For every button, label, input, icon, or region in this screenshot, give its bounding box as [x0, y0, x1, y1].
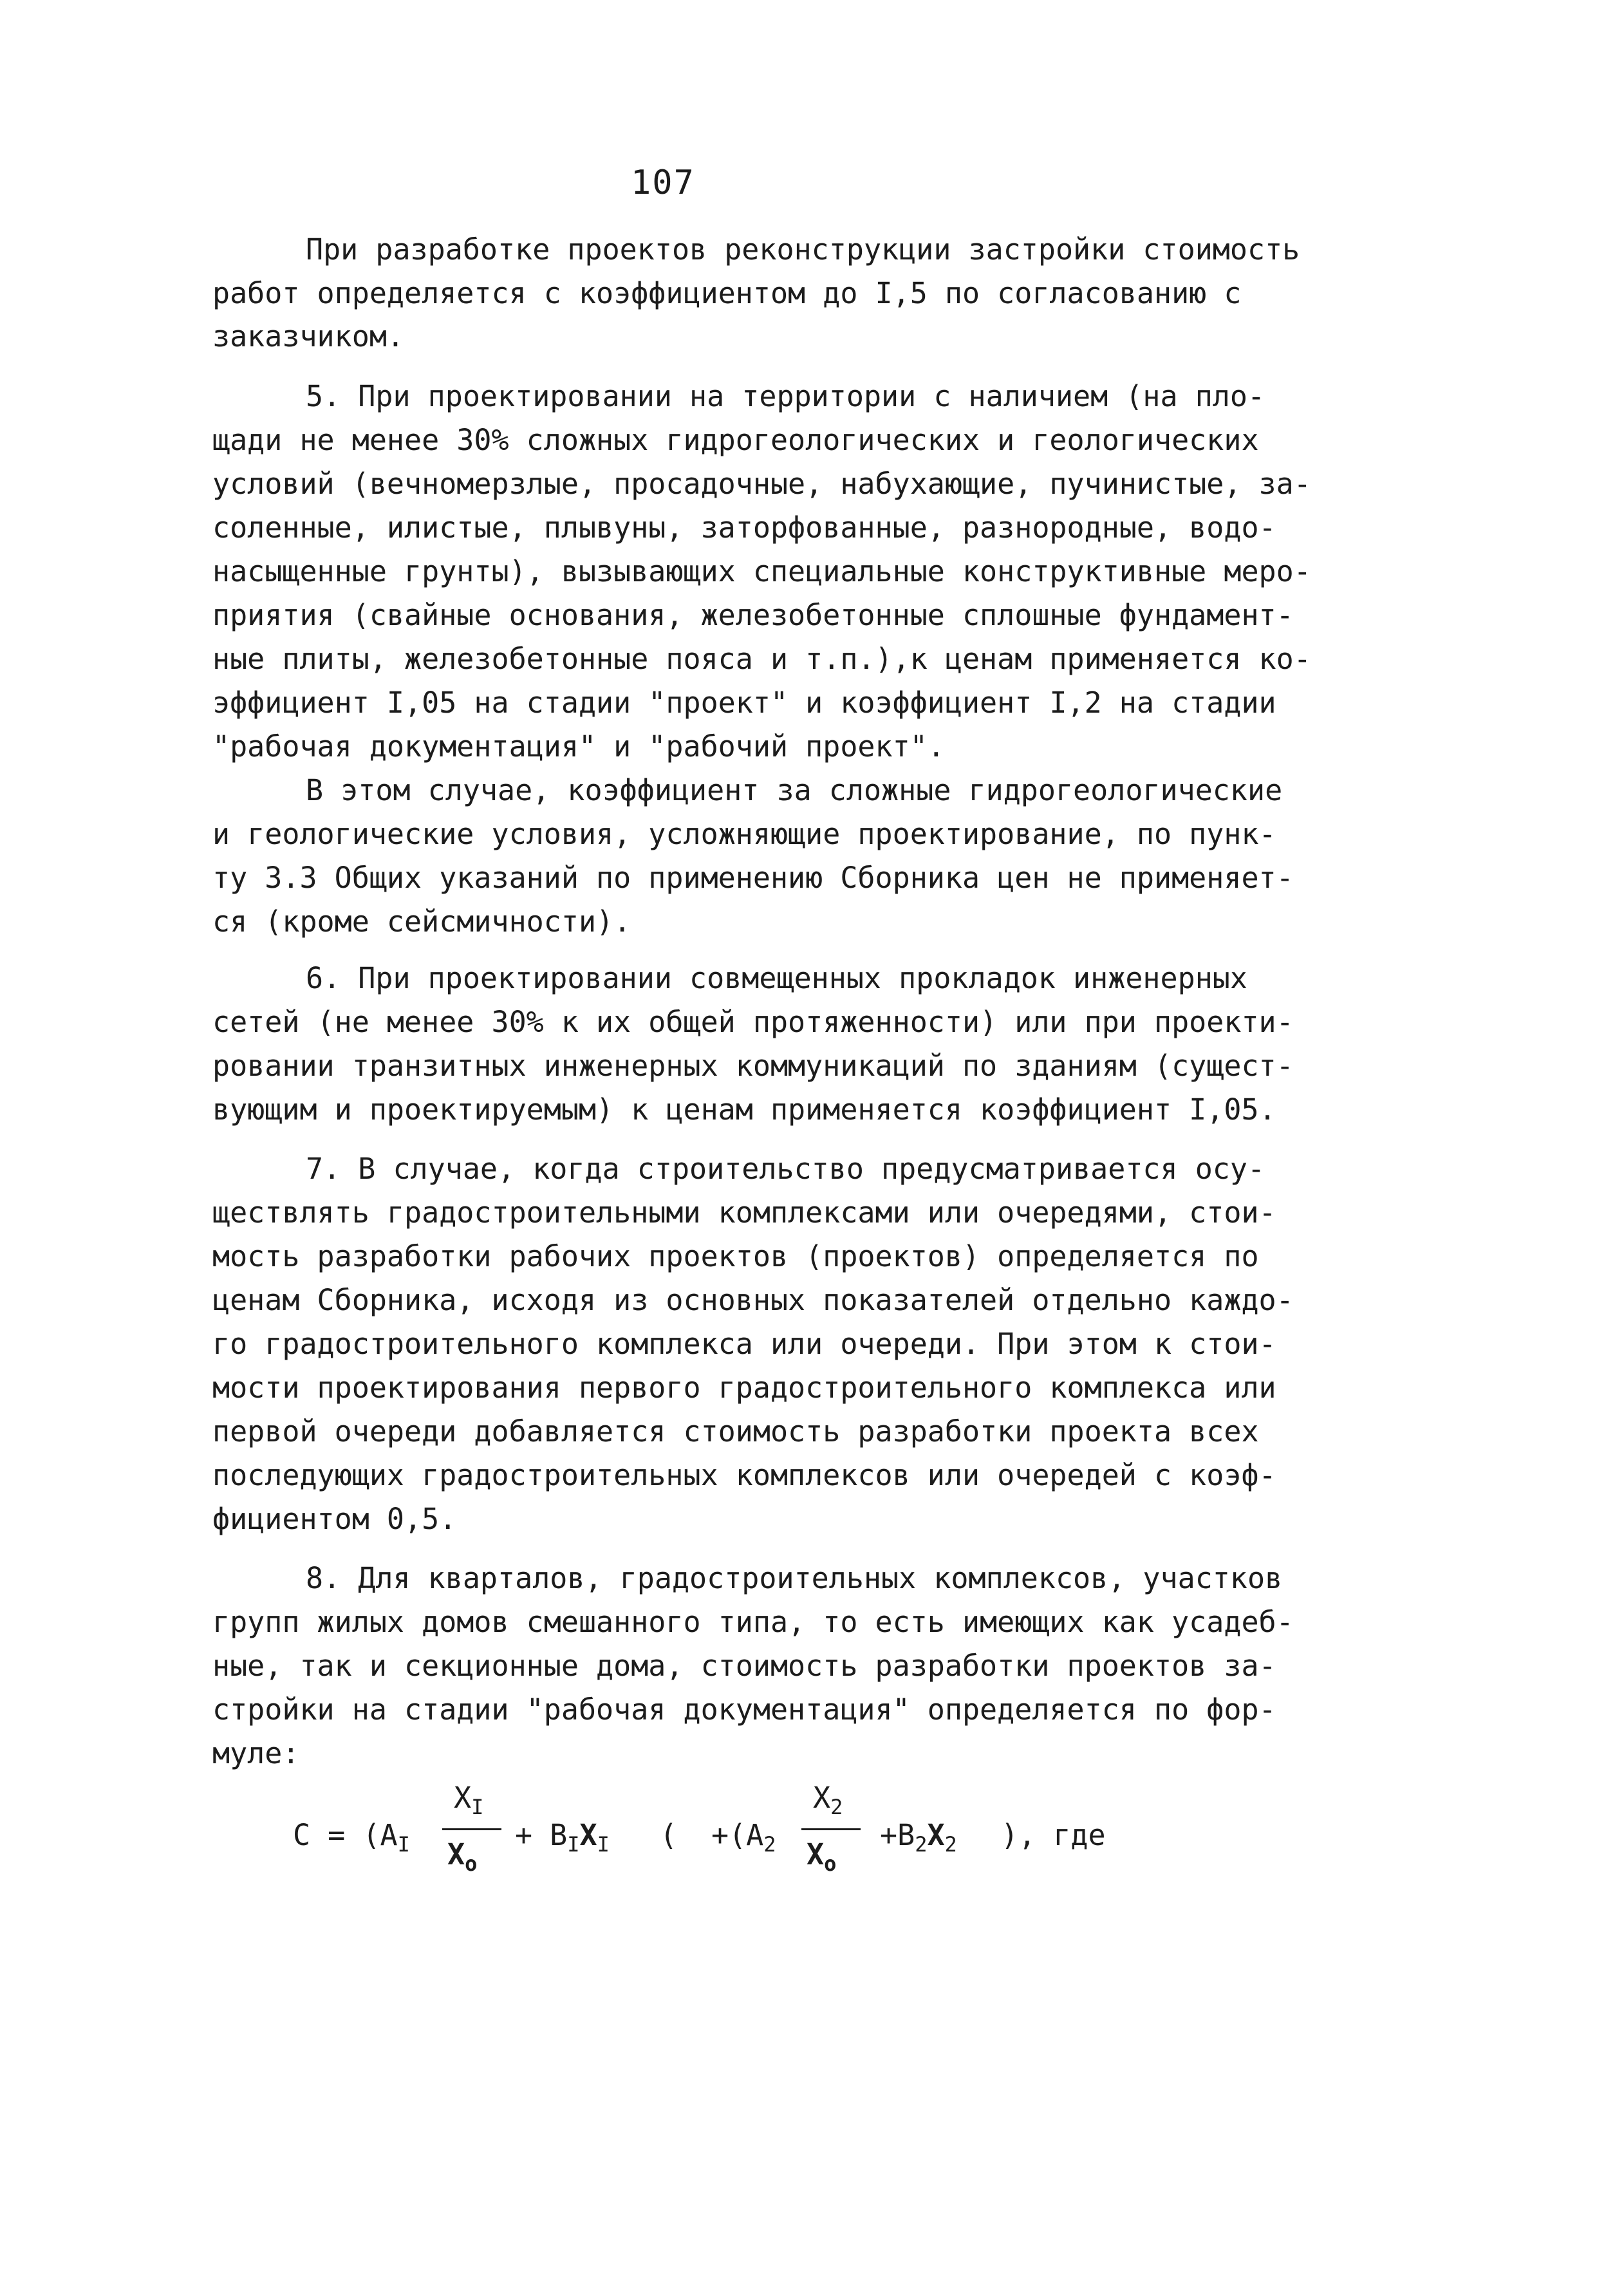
formula-numerator-xi: $X_I$ [454, 1781, 484, 1819]
text-line: 5. При проектировании на территории с наличием (на пло- [306, 379, 1265, 413]
text-line: 7. В случае, когда строительство предусматривается осу- [306, 1152, 1265, 1186]
formula-c-equals: $С = (А_I$ [293, 1818, 410, 1857]
text-line: ценам Сборника, исходя из основных показателей отдельно каждо- [212, 1283, 1294, 1317]
fraction-bar [442, 1828, 501, 1830]
text-line: щади не менее 30% сложных гидрогеологических и геологических [212, 423, 1259, 457]
text-line: соленные, илистые, плывуны, заторфованные, разнородные, водо- [212, 511, 1276, 545]
text-line: и геологические условия, усложняющие проектирование, по пунк- [212, 817, 1276, 851]
page-number: 107 [631, 164, 695, 202]
text-line: сетей (не менее 30% к их общей протяженности) или при проекти- [212, 1005, 1294, 1039]
text-line: последующих градостроительных комплексов или очередей с коэф- [212, 1458, 1276, 1492]
text-line: мости проектирования первого градостроительного комплекса или [212, 1371, 1276, 1405]
formula-denominator-x0: $X_o$ [447, 1837, 478, 1876]
text-line: стройки на стадии "рабочая документация" определяется по фор- [212, 1692, 1276, 1727]
text-line: фициентом 0,5. [212, 1502, 457, 1536]
text-line: ровании транзитных инженерных коммуникаций по зданиям (сущест- [212, 1049, 1294, 1083]
text-line: мость разработки рабочих проектов (проектов) определяется по [212, 1239, 1259, 1273]
text-line: насыщенные грунты), вызывающих специальные конструктивные меро- [212, 554, 1311, 588]
formula-open-paren: ( [660, 1818, 678, 1852]
text-line: 8. Для кварталов, градостроительных комплексов, участков [306, 1561, 1283, 1595]
formula-plus-b2: $+В_2X_2$ [880, 1818, 957, 1857]
text-line: первой очереди добавляется стоимость разработки проекта всех [212, 1414, 1259, 1448]
formula-denominator-x0-2: $X_o$ [807, 1837, 837, 1876]
formula-numerator-x2: $X_2$ [813, 1781, 843, 1819]
text-line: ществлять градостроительными комплексами или очередями, стои- [212, 1195, 1276, 1230]
text-line: ные плиты, железобетонные пояса и т.п.),к ценам применяется ко- [212, 642, 1311, 676]
text-line: ся (кроме сейсмичности). [212, 904, 631, 939]
text-line: приятия (свайные основания, железобетонные сплошные фундамент- [212, 598, 1294, 632]
text-line: "рабочая документация" и "рабочий проект". [212, 729, 945, 764]
text-line: В этом случае, коэффициент за сложные гидрогеологические [306, 773, 1283, 807]
text-line: групп жилых домов смешанного типа, то есть имеющих как усадеб- [212, 1605, 1294, 1639]
fraction-bar [801, 1828, 861, 1830]
text-line: работ определяется с коэффициентом до I,5 по согласованию с [212, 276, 1242, 310]
text-line: 6. При проектировании совмещенных прокладок инженерных [306, 961, 1247, 995]
formula-plus-a2: $+(А_2$ [711, 1818, 776, 1857]
text-line: ту 3.3 Общих указаний по применению Сборника цен не применяет- [212, 861, 1294, 895]
formula-tail: ), где [1001, 1818, 1106, 1852]
text-line: вующим и проектируемым) к ценам применяется коэффициент I,05. [212, 1092, 1276, 1127]
text-line: эффициент I,05 на стадии "проект" и коэффициент I,2 на стадии [212, 686, 1276, 720]
text-line: При разработке проектов реконструкции застройки стоимость [306, 232, 1300, 267]
formula-plus-b1: + $В_IX_I$ [515, 1818, 610, 1857]
cost-formula [293, 1764, 1130, 1912]
text-line: ные, так и секционные дома, стоимость разработки проектов за- [212, 1649, 1276, 1683]
text-line: условий (вечномерзлые, просадочные, набухающие, пучинистые, за- [212, 467, 1311, 501]
text-line: заказчиком. [212, 319, 405, 353]
text-line: муле: [212, 1736, 300, 1770]
text-line: го градостроительного комплекса или очереди. При этом к стои- [212, 1327, 1276, 1361]
